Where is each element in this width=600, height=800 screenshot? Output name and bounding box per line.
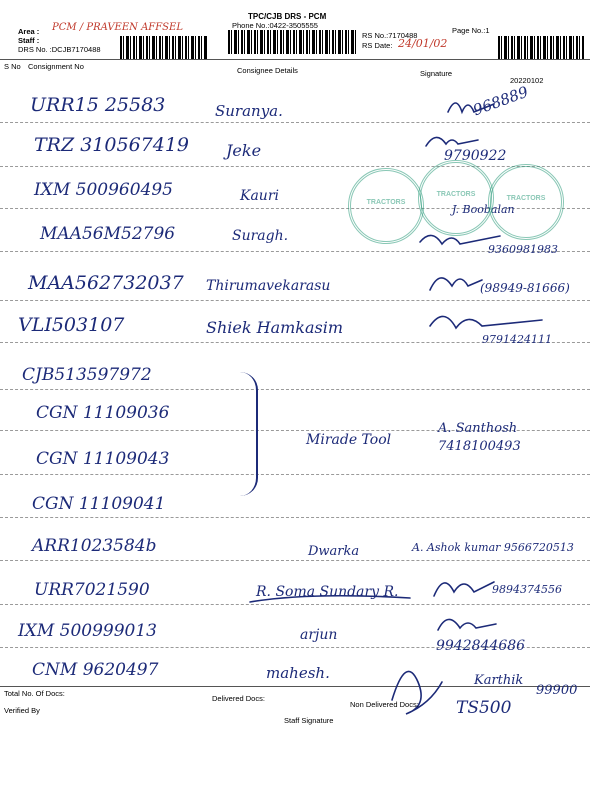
row-10-consignment: CGN 11109041	[32, 494, 166, 514]
row-2-signature: 9790922	[444, 148, 507, 164]
row-2-consignment: TRZ 310567419	[34, 134, 190, 156]
area-value: PCM / PRAVEEN AFFSEL	[52, 22, 183, 33]
signature-scribble	[426, 137, 478, 146]
page-title: TPC/CJB DRS - PCM	[248, 12, 327, 21]
col-consignee: Consignee Details	[237, 66, 298, 75]
signature-scribble	[434, 582, 494, 596]
row-11-consignee: Dwarka	[308, 544, 360, 559]
row-7-consignment: CJB513597972	[22, 365, 152, 385]
row-8-consignee: Mirade Tool	[306, 432, 392, 448]
company-stamp: TRACTORS	[418, 160, 494, 236]
row-4-signature: 9360981983	[488, 243, 558, 256]
signature-scribble	[438, 619, 496, 630]
rs-date-value: 24/01/02	[398, 37, 448, 50]
delivered-docs-label: Delivered Docs:	[212, 694, 265, 703]
row-5-consignee: Thirumavekarasu	[206, 278, 331, 294]
row-8-consignment: CGN 11109036	[36, 403, 170, 423]
signature-scribble	[430, 278, 482, 290]
row-13-consignment: IXM 500999013	[18, 621, 157, 641]
row-3-consignee: Kauri	[240, 188, 279, 204]
col-consignment: Consignment No	[28, 62, 84, 71]
company-stamp: TRACTORS	[348, 168, 424, 244]
row-14-consignee: mahesh.	[266, 664, 330, 682]
non-delivered-docs-label: Non Delivered Docs:	[350, 700, 419, 709]
row-8-signature: A. Santhosh 7418100493	[438, 421, 521, 454]
non-delivered-docs-value: 99900	[536, 683, 578, 698]
col-date-stamp: 20220102	[510, 76, 544, 85]
row-13-signature: 9942844686	[436, 638, 526, 654]
col-signature: Signature	[420, 69, 453, 78]
area-label: Area :	[18, 27, 40, 36]
row-4-consignee: Suragh.	[232, 228, 289, 244]
signature-scribble	[430, 316, 542, 328]
row-12-signature: 9894374556	[492, 583, 562, 596]
row-1-consignee: Suranya.	[215, 102, 283, 120]
row-2-consignee: Jeke	[226, 141, 262, 160]
col-sno: S No	[4, 62, 21, 71]
row-4-consignment: MAA56M52796	[40, 224, 176, 244]
row-12-consignment: URR7021590	[34, 580, 150, 600]
row-11-consignment: ARR1023584b	[32, 536, 157, 556]
row-1-consignment: URR15 25583	[30, 94, 166, 116]
row-6-signature: 9791424111	[482, 333, 552, 346]
row-6-consignee: Shiek Hamkasim	[206, 318, 344, 337]
rs-date-label: RS Date:	[362, 41, 393, 50]
company-stamp: TRACTORS	[488, 164, 564, 240]
row-11-signature: A. Ashok kumar 9566720513	[412, 541, 574, 554]
rs-number: RS No.:7170488	[362, 31, 418, 40]
staff-label: Staff :	[18, 36, 40, 45]
phone-number: Phone No.:0422-3505555	[232, 21, 318, 30]
row-3-consignment: IXM 500960495	[34, 180, 173, 200]
row-1-signature: 968889	[470, 82, 531, 120]
row-3-signature: J. Boobalan	[452, 203, 515, 216]
row-9-consignment: CGN 11109043	[36, 449, 170, 469]
page-number: Page No.:1	[452, 26, 490, 35]
row-5-signature: (98949-81666)	[480, 281, 570, 295]
total-docs-label: Total No. Of Docs:	[4, 689, 65, 698]
row-5-consignment: MAA562732037	[28, 272, 184, 294]
row-14-consignment: CNM 9620497	[32, 660, 159, 680]
staff-signature-label: Staff Signature	[284, 716, 334, 725]
signature-scribble	[420, 235, 500, 244]
row-13-consignee: arjun	[300, 627, 338, 643]
handwritten-code: TS500	[456, 698, 512, 718]
signature-scribble	[250, 596, 410, 602]
signature-scribble	[448, 103, 494, 112]
row-6-consignment: VLI503107	[18, 314, 125, 336]
drs-number: DRS No. :DCJB7170488	[18, 45, 101, 54]
verified-by-label: Verified By	[4, 706, 40, 715]
row-12-consignee: R. Soma Sundary R.	[256, 584, 399, 600]
row-14-signature: Karthik	[474, 673, 524, 688]
